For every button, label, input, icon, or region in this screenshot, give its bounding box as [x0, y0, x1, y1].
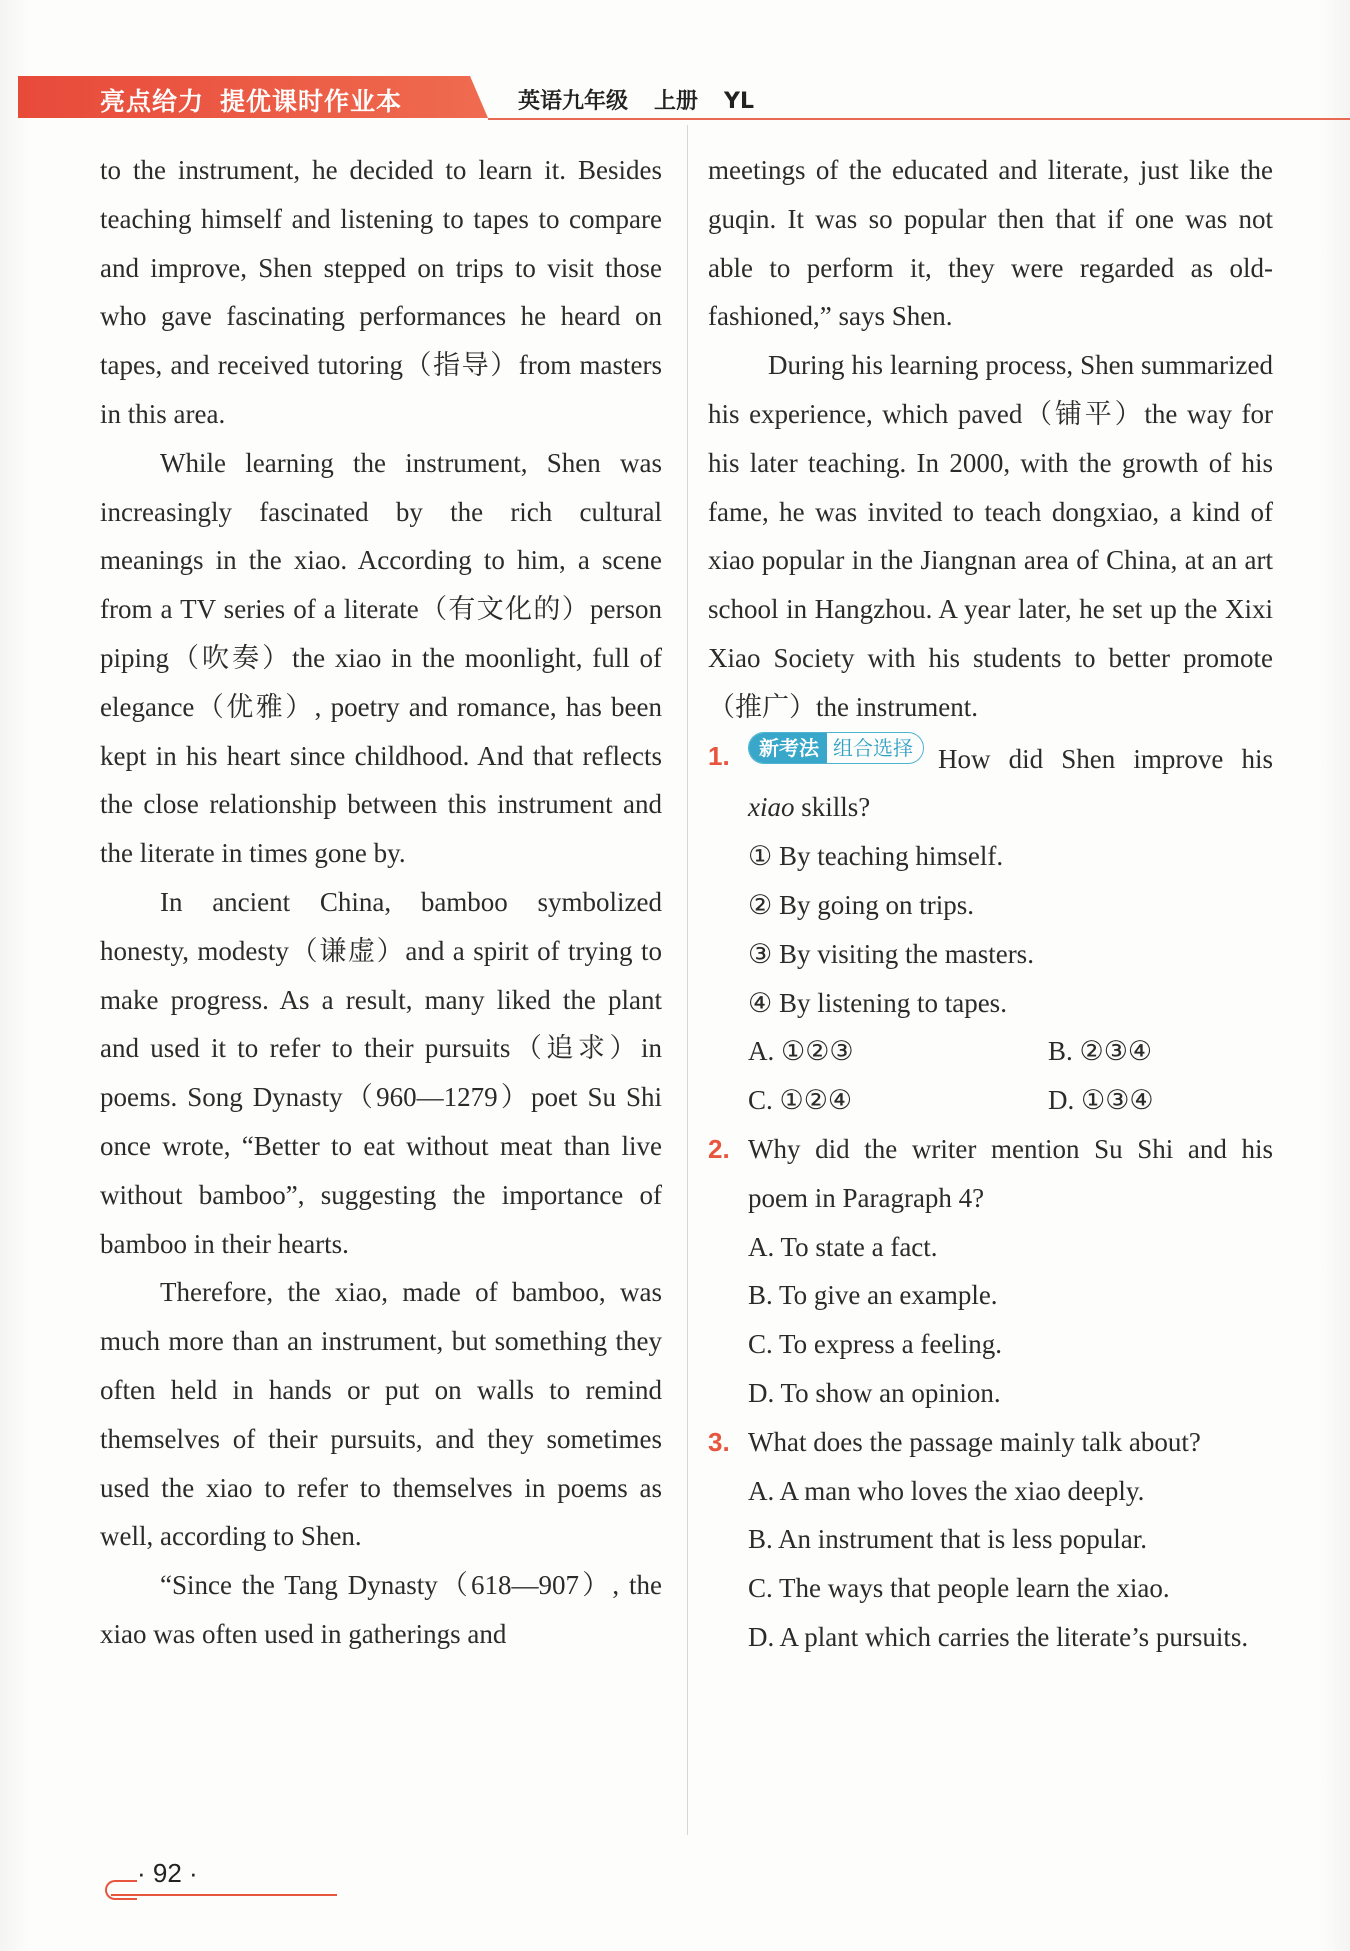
option-c[interactable]: C. To express a feeling.: [748, 1329, 1003, 1360]
header-volume: 上册: [654, 89, 699, 114]
option-d[interactable]: D. A plant which carries the literate’s pursuits.: [748, 1621, 1249, 1652]
badge-type: 组合选择: [833, 735, 913, 760]
option-c[interactable]: C. ①②④: [748, 1085, 853, 1116]
option-c[interactable]: C. The ways that people learn the xiao.: [748, 1573, 1170, 1604]
page-header: [18, 76, 1336, 122]
question-number: 1.: [708, 740, 730, 771]
footer-rule: [111, 1894, 337, 1896]
badge-label: 新考法: [749, 733, 827, 763]
header-edition: YL: [724, 89, 754, 114]
question-1: [708, 732, 1273, 1125]
stem-text: Why did the writer mention Su Shi and his poem in Paragraph 4?: [748, 1133, 1273, 1213]
right-column: [708, 146, 1273, 1662]
option-d[interactable]: D. To show an opinion.: [748, 1377, 1001, 1408]
option-d[interactable]: D. ①③④: [1048, 1085, 1154, 1116]
paragraph: In ancient China, bamboo symbolized honesty, modesty（谦虚）and a spirit of trying to make progress. As a result, many liked the plant and used it to refer to their pursuits（追求）in poems. Song Dynasty（960—1279）poet Su Shi once wrote, “Better to eat without meat than live without bamboo”, suggesting the importance of bamboo in their hearts.: [100, 886, 662, 1259]
option-row: [708, 1027, 1273, 1076]
question-number: 3.: [708, 1426, 730, 1457]
statement-item: ④ By listening to tapes.: [748, 987, 1007, 1018]
statement-item: ③ By visiting the masters.: [748, 938, 1034, 969]
option-b[interactable]: B. ②③④: [1048, 1036, 1153, 1067]
statement-item: ② By going on trips.: [748, 889, 974, 920]
question-type-badge: [748, 732, 924, 764]
option-b[interactable]: B. To give an example.: [748, 1280, 998, 1311]
footer-ornament: [105, 1880, 137, 1900]
stem-text-end: skills?: [794, 792, 871, 823]
brand-name: 亮点给力: [100, 87, 205, 116]
paragraph: Therefore, the xiao, made of bamboo, was much more than an instrument, but something they often held in hands or put on walls to remind themselves of their pursuits, and they sometimes used the xiao to refer to themselves in poems as well, according to Shen.: [100, 1277, 662, 1552]
question-stem: [708, 1418, 1273, 1467]
brand-series: 提优课时作业本: [220, 87, 403, 116]
option-a[interactable]: A. To state a fact.: [748, 1231, 938, 1262]
header-subject: 英语九年级: [518, 89, 629, 114]
stem-text: What does the passage mainly talk about?: [748, 1426, 1201, 1457]
option-row: [708, 1076, 1273, 1125]
question-stem: [708, 732, 1273, 833]
paragraph: While learning the instrument, Shen was increasingly fascinated by the rich cultural meanings in the xiao. According to him, a scene from a TV series of a literate（有文化的）person piping（吹奏）the xiao in the moonlight, full of elegance（优雅）, poetry and romance, has been kept in his heart since childhood. And that reflects the close relationship between this instrument and the literate in times gone by.: [100, 447, 662, 869]
left-column: [100, 146, 662, 1659]
option-a[interactable]: A. A man who loves the xiao deeply.: [748, 1475, 1145, 1506]
question-2: [708, 1125, 1273, 1418]
paragraph: meetings of the educated and literate, just like the guqin. It was so popular then that if one was not able to perform it, they were regarded as old-fashioned,” says Shen.: [708, 155, 1273, 332]
page-number: · 92 ·: [137, 1858, 198, 1888]
column-divider: [687, 125, 688, 1835]
question-3: [708, 1418, 1273, 1662]
question-number: 2.: [708, 1133, 730, 1164]
option-a[interactable]: A. ①②③: [748, 1036, 854, 1067]
header-brand: [100, 82, 418, 118]
paragraph: to the instrument, he decided to learn it. Besides teaching himself and listening to tapes to compare and improve, Shen stepped on trips to visit those who gave fascinating performances he heard on tapes, and received tutoring（指导）from masters in this area.: [100, 155, 662, 429]
paragraph: During his learning process, Shen summarized his experience, which paved（铺平）the way for his later teaching. In 2000, with the growth of his fame, he was invited to teach dongxiao, a kind of xiao popular in the Jiangnan area of China, at an art school in Hangzhou. A year later, he set up the Xixi Xiao Society with his students to better promote（推广）the instrument.: [708, 350, 1273, 722]
question-stem: [708, 1125, 1273, 1223]
stem-emphasis: xiao: [748, 792, 795, 823]
option-b[interactable]: B. An instrument that is less popular.: [748, 1524, 1147, 1555]
header-rule: [488, 118, 1350, 120]
header-meta: [518, 84, 780, 115]
stem-text: How did Shen improve his: [938, 743, 1273, 774]
paragraph: “Since the Tang Dynasty（618—907）, the xiao was often used in gatherings and: [100, 1570, 662, 1649]
statement-item: ① By teaching himself.: [748, 841, 1004, 872]
